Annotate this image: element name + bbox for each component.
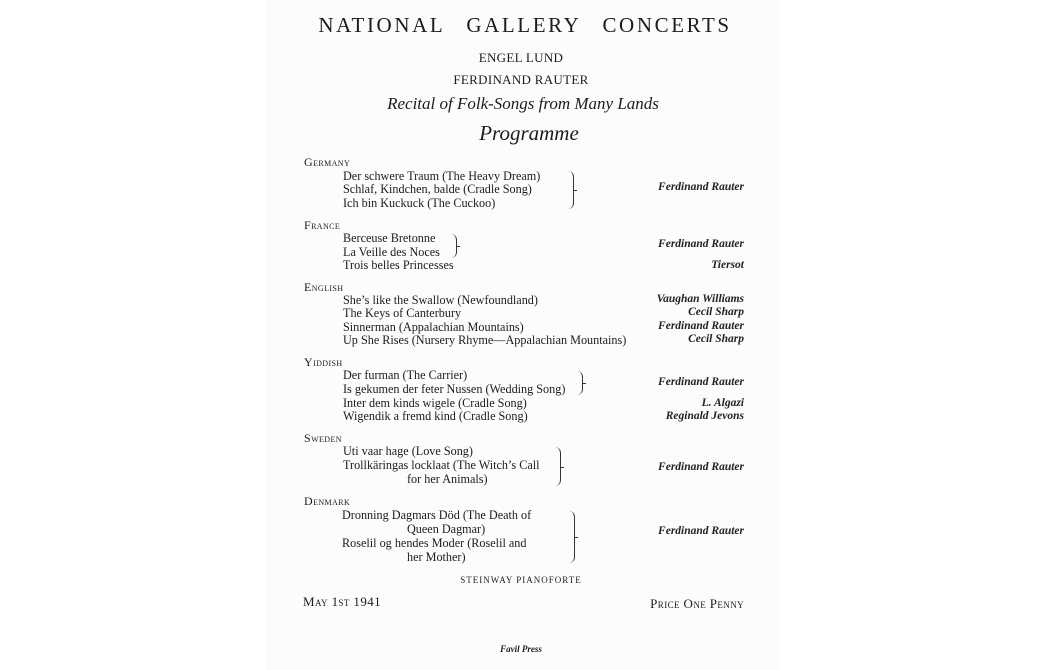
song-item: Up She Rises (Nursery Rhyme—Appalachian Mountains) <box>343 333 627 347</box>
programme-heading: Programme <box>479 121 579 145</box>
song-item: Schlaf, Kindchen, balde (Cradle Song) <box>343 182 532 196</box>
section-heading-germany: Germany <box>304 155 351 169</box>
song-item-continued: her Mother) <box>407 550 466 564</box>
song-item: Sinnerman (Appalachian Mountains) <box>343 320 524 334</box>
song-item: Der schwere Traum (The Heavy Dream) <box>343 169 541 183</box>
song-item: Dronning Dagmars Död (The Death of <box>342 508 532 522</box>
song-item-continued: Queen Dagmar) <box>407 522 486 536</box>
composer-credit: Cecil Sharp <box>688 306 744 318</box>
song-item: The Keys of Canterbury <box>343 306 462 320</box>
composer-credit: Vaughan Williams <box>656 293 744 305</box>
concert-date: May 1st 1941 <box>303 594 382 609</box>
bracket <box>554 447 561 486</box>
bracket <box>576 371 583 395</box>
printer-credit: Favil Press <box>500 644 542 654</box>
section-heading-denmark: Denmark <box>304 494 351 508</box>
composer-credit: Tiersot <box>711 259 744 271</box>
song-item: She’s like the Swallow (Newfoundland) <box>343 293 538 307</box>
song-item: Is gekumen der feter Nussen (Wedding Song) <box>343 382 566 396</box>
composer-credit: Ferdinand Rauter <box>658 376 744 388</box>
piano-credit: STEINWAY PIANOFORTE <box>460 575 582 585</box>
bracket <box>450 234 457 258</box>
bracket <box>568 511 575 563</box>
composer-credit: Ferdinand Rauter <box>658 181 744 193</box>
song-item: Ich bin Kuckuck (The Cuckoo) <box>343 196 496 210</box>
composer-credit: Reginald Jevons <box>665 410 744 422</box>
composer-credit: L. Algazi <box>701 397 744 409</box>
section-heading-sweden: Sweden <box>304 431 342 445</box>
section-heading-yiddish: Yiddish <box>304 355 343 369</box>
song-item: Berceuse Bretonne <box>343 231 436 245</box>
song-item: Inter dem kinds wigele (Cradle Song) <box>343 396 527 410</box>
section-heading-france: France <box>304 218 341 232</box>
page-title: NATIONAL GALLERY CONCERTS <box>318 13 732 37</box>
composer-credit: Cecil Sharp <box>688 333 744 345</box>
song-item: Trois belles Princesses <box>343 258 454 272</box>
price: Price One Penny <box>650 596 744 611</box>
performer-pianist: FERDINAND RAUTER <box>453 72 589 87</box>
composer-credit: Ferdinand Rauter <box>658 320 744 332</box>
song-item-continued: for her Animals) <box>407 472 488 486</box>
section-heading-english: English <box>304 280 344 294</box>
song-item: Trollkäringas locklaat (The Witch’s Call <box>343 458 540 472</box>
bracket <box>567 171 574 209</box>
song-item: Der furman (The Carrier) <box>343 368 468 382</box>
song-item: Wigendik a fremd kind (Cradle Song) <box>343 409 528 423</box>
performer-singer: ENGEL LUND <box>478 50 564 65</box>
composer-credit: Ferdinand Rauter <box>658 238 744 250</box>
composer-credit: Ferdinand Rauter <box>658 461 744 473</box>
recital-subtitle: Recital of Folk-Songs from Many Lands <box>387 94 659 113</box>
song-item: Roselil og hendes Moder (Roselil and <box>342 536 527 550</box>
composer-credit: Ferdinand Rauter <box>658 525 744 537</box>
song-item: Uti vaar hage (Love Song) <box>343 444 473 458</box>
song-item: La Veille des Noces <box>343 245 440 259</box>
